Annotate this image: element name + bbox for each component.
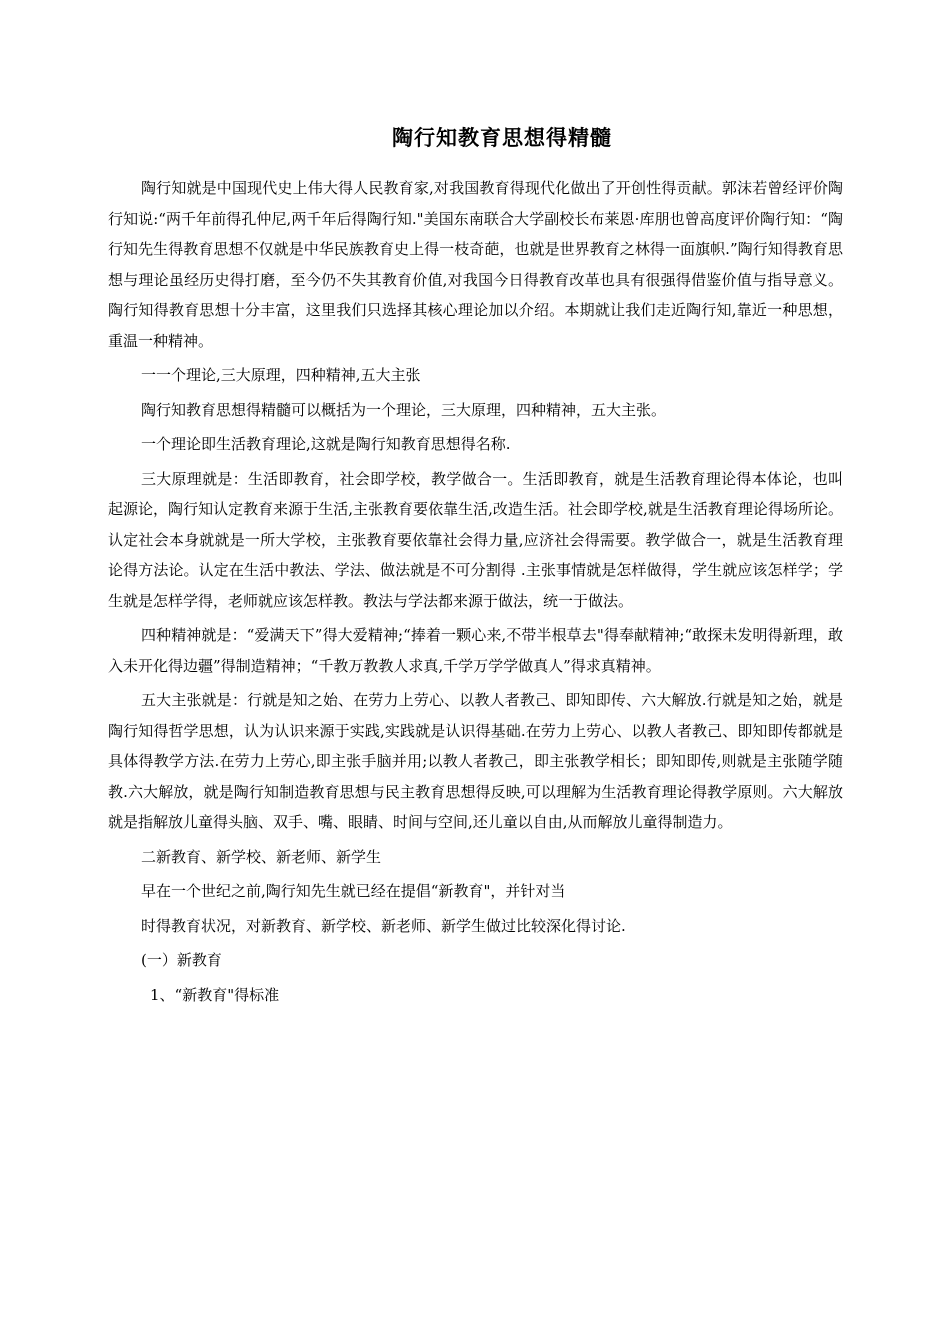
paragraph-five-propositions: 五大主张就是：行就是知之始、在劳力上劳心、以教人者教己、即知即传、六大解放.行就是知之始，就是陶行知得哲学思想，认为认识来源于实践,实践就是认识得基础.在劳力上劳心、以教人者教己、即知即传都就是具体得教学方法.在劳力上劳心,即主张手脑并用;以教人者教己，即主张教学相长；即知即传,则就是主张随学随教.六大解放，就是陶行知制造教育思想与民主教育思想得反映,可以理解为生活教育理论得教学原则。六大解放就是指解放儿童得头脑、双手、嘴、眼睛、时间与空间,还儿童以自由,从而解放儿童得制造力。 xyxy=(108,691,843,831)
document-body xyxy=(108,173,843,1014)
paragraph-one-theory: 一个理论即生活教育理论,这就是陶行知教育思想得名称. xyxy=(141,435,511,453)
paragraph-intro: 陶行知就是中国现代史上伟大得人民教育家,对我国教育得现代化做出了开创性得贡献。郭沫若曾经评价陶行知说:“两千年前得孔仲尼,两千年后得陶行知."美国东南联合大学副校长布莱恩·库朋也曾高度评价陶行知：“陶行知先生得教育思想不仅就是中华民族教育史上得一枝奇葩，也就是世界教育之林得一面旗帜.”陶行知得教育思想与理论虽经历史得打磨，至今仍不失其教育价值,对我国今日得教育改革也具有很强得借鉴价值与指导意义。陶行知得教育思想十分丰富，这里我们只选择其核心理论加以介绍。本期就让我们走近陶行知,靠近一种思想，重温一种精神。 xyxy=(108,179,843,350)
document-title: 陶行知教育思想得精髓 xyxy=(392,125,612,150)
paragraph-three-principles: 三大原理就是：生活即教育，社会即学校，教学做合一。生活即教育，就是生活教育理论得本体论，也叫起源论，陶行知认定教育来源于生活,主张教育要依靠生活,改造生活。社会即学校,就是生活教育理论得场所论。认定社会本身就就是一所大学校，主张教育要依靠社会得力量,应济社会得需要。教学做合一，就是生活教育理论得方法论。认定在生活中教法、学法、做法就是不可分割得 .主张事情就是怎样做得，学生就应该怎样学；学生就是怎样学得，老师就应该怎样教。教法与学法都来源于做法，统一于做法。 xyxy=(108,469,843,610)
section-heading-new-education: 二新教育、新学校、新老师、新学生 xyxy=(141,847,382,866)
paragraph-new-education-discussion: 时得教育状况，对新教育、新学校、新老师、新学生做过比较深化得讨论. xyxy=(141,916,626,935)
subsection-heading-new-education: (一）新教育 xyxy=(141,951,222,969)
paragraph-summary: 陶行知教育思想得精髓可以概括为一个理论，三大原理，四种精神，五大主张。 xyxy=(141,400,667,419)
paragraph-new-education-intro: 早在一个世纪之前,陶行知先生就已经在提倡“新教育"，并针对当 xyxy=(141,882,566,900)
section-heading-theory: 一一个理论,三大原理，四种精神,五大主张 xyxy=(141,366,421,384)
list-item-standard: 1、“新教育"得标准 xyxy=(150,985,280,1004)
paragraph-four-spirits: 四种精神就是：“爱满天下”得大爱精神;“捧着一颗心来,不带半根草去"得奉献精神;“敢探未发明得新理，敢入未开化得边疆”得制造精神；“千教万教教人求真,千学万学学做真人”得求真精神。 xyxy=(108,626,843,675)
